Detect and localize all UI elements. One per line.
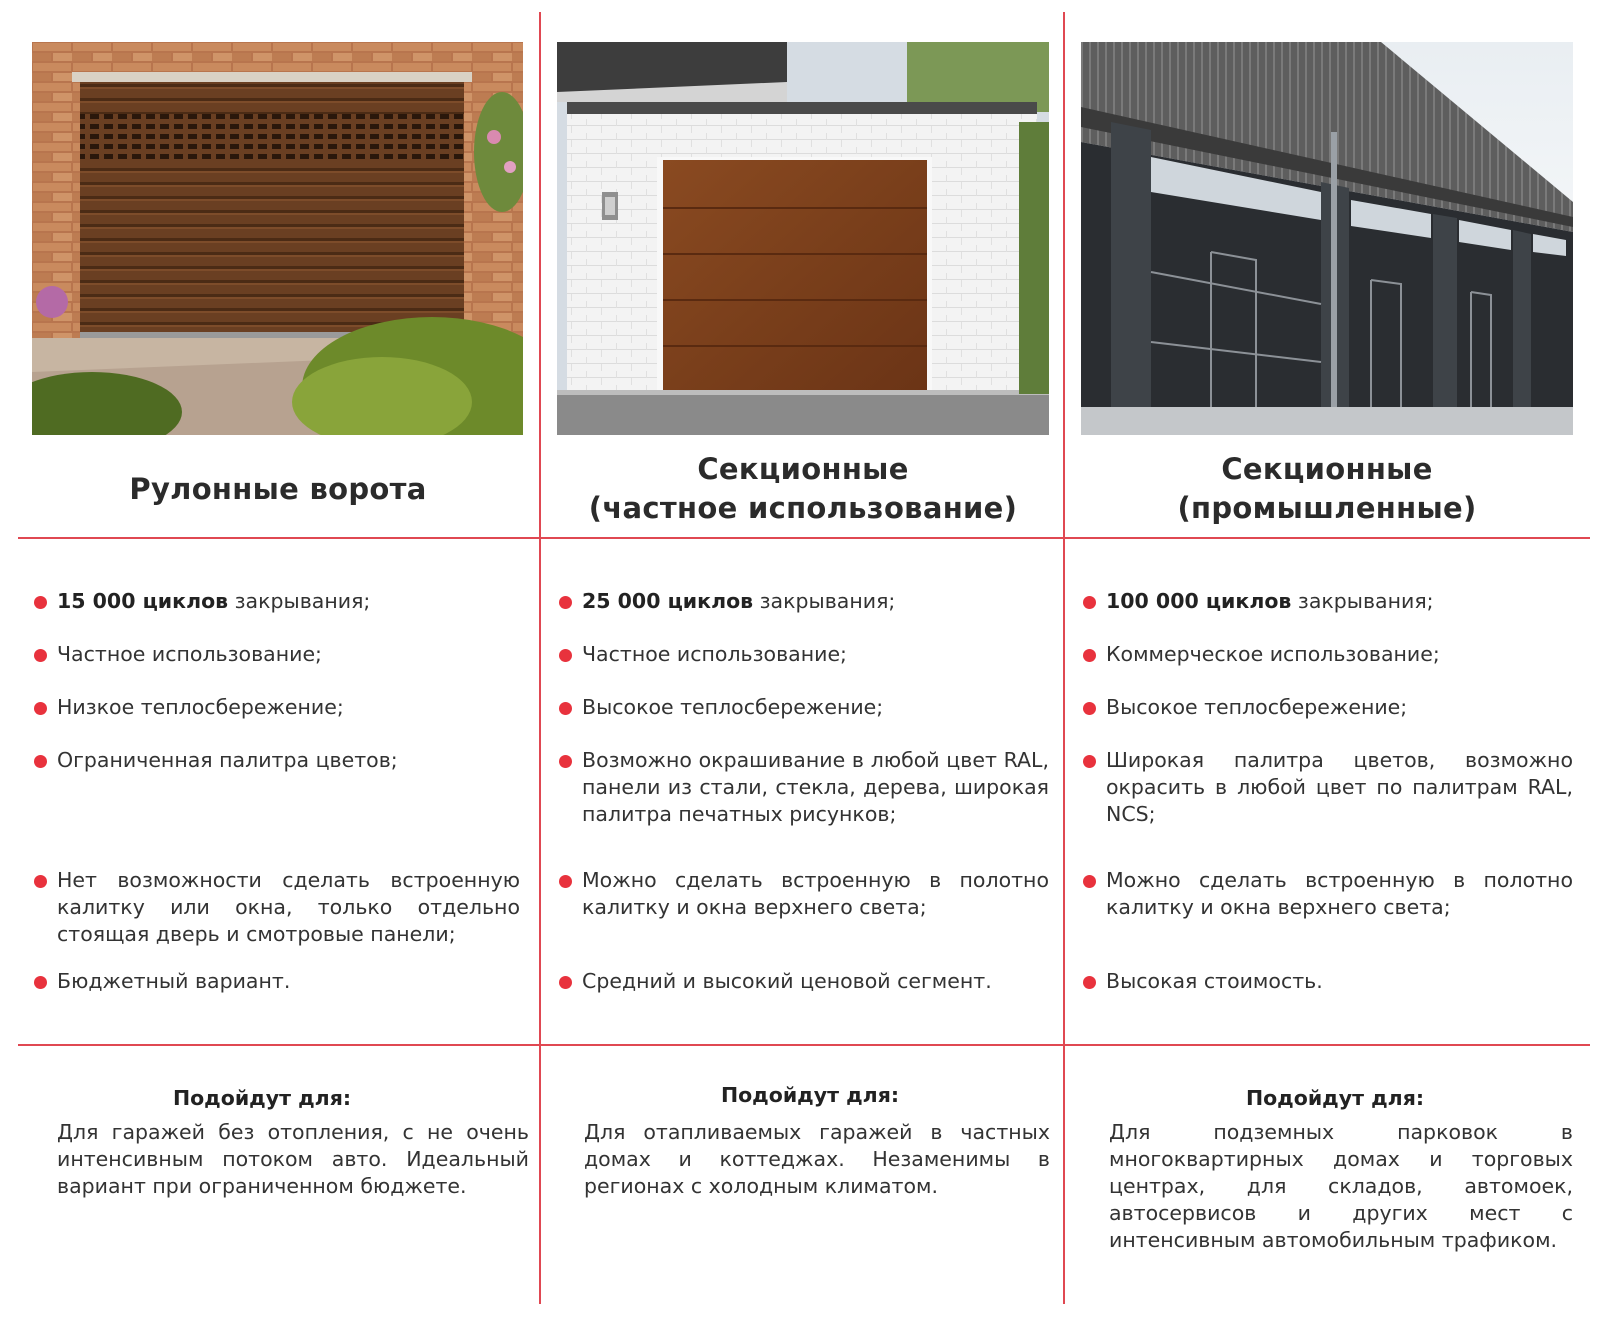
feature-text: Ограниченная палитра цветов; — [57, 748, 398, 772]
column-divider-2 — [1063, 12, 1065, 1304]
bullet-icon — [1083, 976, 1096, 989]
feature-text: Возможно окрашивание в любой цвет RAL, панели из стали, стекла, дерева, широкая палитра печатных рисунков; — [582, 748, 1049, 826]
bullet-icon — [1083, 875, 1096, 888]
title-line: Секционные — [1221, 452, 1433, 486]
column-1-fit-text: Для гаражей без отопления, с не очень интенсивным потоком авто. Идеальный вариант при ограниченном бюджете. — [57, 1120, 529, 1198]
feature-item — [1081, 694, 1573, 721]
feature-item — [32, 968, 520, 995]
feature-text: закрывания; — [1291, 589, 1434, 613]
bullet-icon — [559, 755, 572, 768]
bullet-icon — [34, 976, 47, 989]
row-divider-bottom — [18, 1044, 1590, 1046]
bullet-icon — [559, 702, 572, 715]
feature-text: Нет возможности сделать встроенную калитку или окна, только отдельно стоящая дверь и смотровые панели; — [57, 868, 520, 946]
feature-item — [557, 968, 1049, 995]
bullet-icon — [1083, 649, 1096, 662]
bullet-icon — [559, 875, 572, 888]
feature-item — [32, 588, 520, 615]
bullet-icon — [1083, 702, 1096, 715]
feature-text: Широкая палитра цветов, возможно окрасить в любой цвет по палитрам RAL, NCS; — [1106, 748, 1573, 826]
feature-item — [1081, 747, 1573, 828]
bullet-icon — [559, 596, 572, 609]
feature-item — [32, 867, 520, 948]
feature-item — [557, 747, 1049, 828]
column-3-fit-text: Для подземных парковок в многоквартирных домах и торговых центрах, для складов, автомоек, автосервисов и других мест с интенсивным автомобильным трафиком. — [1109, 1120, 1573, 1252]
feature-item — [32, 694, 520, 721]
feature-item — [557, 694, 1049, 721]
column-2-fit-text: Для отапливаемых гаражей в частных домах и коттеджах. Незаменимы в регионах с холодным климатом. — [584, 1120, 1050, 1198]
feature-text: Частное использование; — [582, 642, 847, 666]
bullet-icon — [34, 596, 47, 609]
feature-text: Высокое теплосбережение; — [1106, 695, 1408, 719]
column-2-fit-heading: Подойдут для: — [720, 1083, 900, 1107]
column-1-features — [32, 0, 520, 1000]
feature-text: Низкое теплосбережение; — [57, 695, 344, 719]
bullet-icon — [559, 649, 572, 662]
column-3-fit-heading: Подойдут для: — [1245, 1086, 1425, 1110]
feature-item — [1081, 588, 1573, 615]
feature-text: Средний и высокий ценовой сегмент. — [582, 969, 992, 993]
column-3-features — [1081, 0, 1573, 1000]
column-divider-1 — [539, 12, 541, 1304]
bullet-icon — [34, 649, 47, 662]
feature-item — [32, 747, 520, 774]
title-line: (частное использование) — [588, 491, 1018, 525]
column-1-fit-heading: Подойдут для: — [172, 1086, 352, 1110]
feature-highlight: 15 000 циклов — [57, 589, 229, 613]
feature-text: Бюджетный вариант. — [57, 969, 291, 993]
feature-text: Частное использование; — [57, 642, 322, 666]
title-line: (промышленные) — [1177, 491, 1477, 525]
feature-text: Можно сделать встроенную в полотно калитку и окна верхнего света; — [582, 868, 1049, 919]
feature-text: Высокое теплосбережение; — [582, 695, 884, 719]
feature-item — [32, 641, 520, 668]
feature-highlight: 100 000 циклов — [1106, 589, 1292, 613]
feature-text: закрывания; — [753, 589, 896, 613]
feature-item — [1081, 641, 1573, 668]
feature-item — [1081, 867, 1573, 921]
bullet-icon — [34, 755, 47, 768]
feature-text: Можно сделать встроенную в полотно калитку и окна верхнего света; — [1106, 868, 1573, 919]
feature-text: Коммерческое использование; — [1106, 642, 1440, 666]
bullet-icon — [559, 976, 572, 989]
title-line: Рулонные ворота — [129, 472, 427, 506]
feature-text: Высокая стоимость. — [1106, 969, 1323, 993]
title-line: Секционные — [697, 452, 909, 486]
feature-item — [557, 641, 1049, 668]
feature-item — [557, 867, 1049, 921]
bullet-icon — [34, 875, 47, 888]
bullet-icon — [1083, 755, 1096, 768]
feature-item — [1081, 968, 1573, 995]
feature-highlight: 25 000 циклов — [582, 589, 754, 613]
bullet-icon — [1083, 596, 1096, 609]
bullet-icon — [34, 702, 47, 715]
feature-text: закрывания; — [228, 589, 371, 613]
feature-item — [557, 588, 1049, 615]
column-2-features — [557, 0, 1049, 1000]
